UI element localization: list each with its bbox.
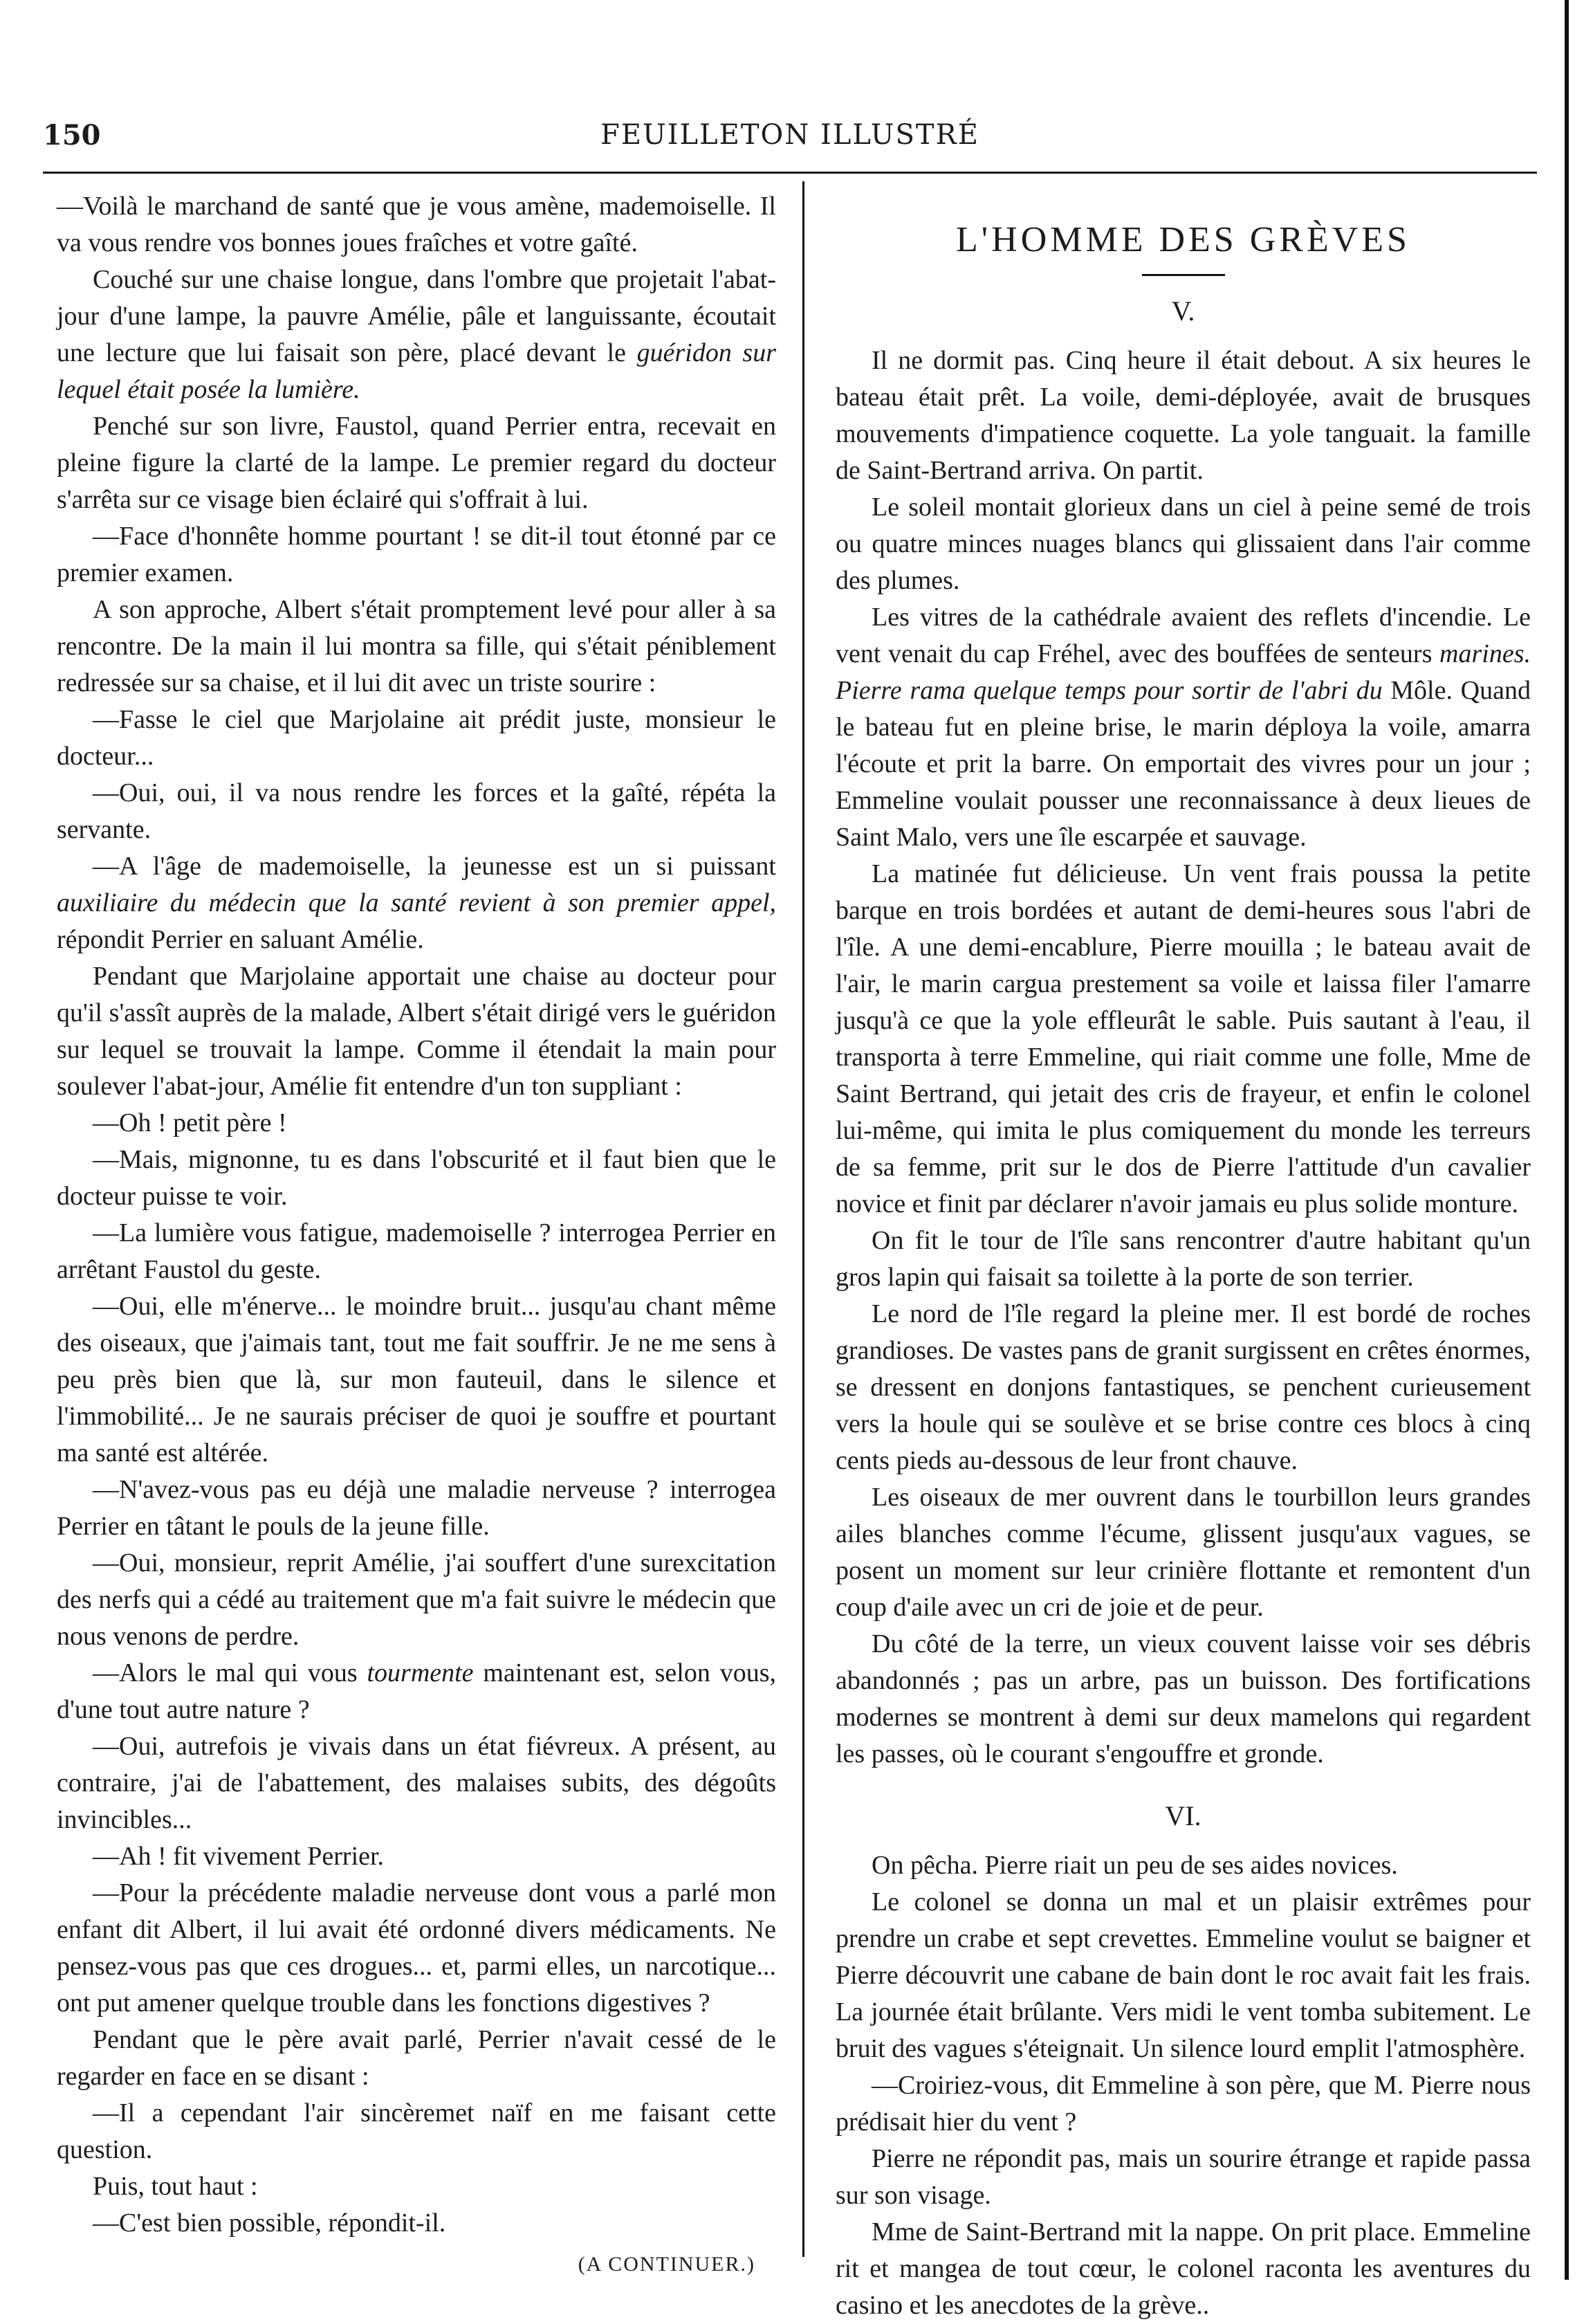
paragraph: —Alors le mal qui vous tourmente maintenant est, selon vous, d'une tout autre nature ?: [57, 1658, 776, 1724]
title-rule: [1142, 274, 1225, 276]
paragraph: —Oui, elle m'énerve... le moindre bruit... jusqu'au chant même des oiseaux, que j'aimais tant, tout me fait souffrir. Je ne me sens à peu près bien que là, sur mon fauteuil, dans le silence et l'immobilité... Je ne saurais préciser de quoi je souffre et pourtant ma santé est altérée.: [57, 1292, 776, 1467]
paragraph: Mme de Saint-Bertrand mit la nappe. On prit place. Emmeline rit et mangea de tout cœur, le colonel raconta les aventures du casino et les anecdotes de la grève..: [836, 2217, 1531, 2320]
paragraph: Puis, tout haut :: [93, 2172, 258, 2201]
paragraph: La matinée fut délicieuse. Un vent frais poussa la petite barque en trois bordées et autant de demi-heures sous l'abri de l'île. A une demi-encablure, Pierre mouilla ; le bateau avait de l'air, le marin cargua prestement sa voile et laissa filer l'amarre jusqu'à ce que la yole effleurât le sable. Puis sautant à l'eau, il transporta à terre Emmeline, qui riait comme une folle, Mme de Saint Bertrand, qui jetait des cris de frayeur, et enfin le colonel lui-même, qui imita le plus comiquement du monde les terreurs de sa femme, prit sur le dos de Pierre l'attitude d'un cavalier novice et finit par déclarer n'avoir jamais eu plus solide monture.: [836, 859, 1531, 1218]
paragraph: —Pour la précédente maladie nerveuse dont vous a parlé mon enfant dit Albert, il lui avait été ordonné divers médicaments. Ne pensez-vous pas que ces drogues... et, parmi elles, un narcotique... ont put amener quelque trouble dans les fonctions digestives ?: [57, 1878, 776, 2018]
paragraph: Le nord de l'île regard la pleine mer. Il est bordé de roches grandioses. De vastes pans de granit surgissent en crêtes énormes, se dressent en donjons fantastiques, se penchent curieusement vers la houle qui se soulève et se brise contre ces blocs à cinq cents pieds au-dessous de leur front chauve.: [836, 1299, 1531, 1475]
paragraph: Les oiseaux de mer ouvrent dans le tourbillon leurs grandes ailes blanches comme l'écume, glissent jusqu'aux vagues, se posent un moment sur leur crinière flottante et remontent d'un coup d'aile avec un cri de joie et de peur.: [836, 1483, 1531, 1622]
paragraph: —N'avez-vous pas eu déjà une maladie nerveuse ? interrogea Perrier en tâtant le pouls de la jeune fille.: [57, 1475, 776, 1541]
paragraph: —Voilà le marchand de santé que je vous amène, mademoiselle. Il va vous rendre vos bonnes joues fraîches et votre gaîté.: [57, 192, 776, 257]
paragraph: —Oh ! petit père !: [93, 1108, 287, 1137]
continuation-note: (A CONTINUER.): [578, 2253, 755, 2276]
paragraph: —La lumière vous fatigue, mademoiselle ? interrogea Perrier en arrêtant Faustol du geste.: [57, 1218, 776, 1284]
header-rule: [43, 172, 1537, 174]
paragraph: Le colonel se donna un mal et un plaisir extrêmes pour prendre un crabe et sept crevettes. Emmeline voulut se baigner et Pierre découvrit une cabane de bain dont le roc avait fait les frais. La journée était brûlante. Vers midi le vent tomba subitement. Le bruit des vagues s'éteignait. Un silence lourd emplit l'atmosphère.: [836, 1887, 1531, 2063]
paragraph: On fit le tour de l'île sans rencontrer d'autre habitant qu'un gros lapin qui faisait sa toilette à la porte de son terrier.: [836, 1226, 1531, 1292]
page-number: 150: [43, 119, 101, 152]
paragraph: —Oui, oui, il va nous rendre les forces et la gaîté, répéta la servante.: [57, 778, 776, 844]
paragraph: —Oui, autrefois je vivais dans un état fiévreux. A présent, au contraire, j'ai de l'abattement, des malaises subits, des dégoûts invincibles...: [57, 1732, 776, 1834]
left-column: [57, 188, 776, 2282]
paragraph: —Croiriez-vous, dit Emmeline à son père, que M. Pierre nous prédisait hier du vent ?: [836, 2071, 1531, 2137]
column-divider: [802, 181, 804, 2257]
paragraph: —Ah ! fit vivement Perrier.: [93, 1842, 385, 1871]
paragraph: Il ne dormit pas. Cinq heure il était debout. A six heures le bateau était prêt. La voile, demi-déployée, avait de brusques mouvements d'impatience coquette. La yole tanguait. la famille de Saint-Bertrand arriva. On partit.: [836, 346, 1531, 485]
paragraph: A son approche, Albert s'était promptement levé pour aller à sa rencontre. De la main il lui montra sa fille, qui s'était péniblement redressée sur sa chaise, et il lui dit avec un triste sourire :: [57, 595, 776, 697]
paragraph: —Il a cependant l'air sincèremet naïf en me faisant cette question.: [57, 2098, 776, 2164]
paragraph: Penché sur son livre, Faustol, quand Perrier entra, recevait en pleine figure la clarté de la lampe. Le premier regard du docteur s'arrêta sur ce visage bien éclairé qui s'offrait à lui.: [57, 412, 776, 514]
story-title: L'HOMME DES GRÈVES: [956, 220, 1410, 259]
paragraph: —C'est bien possible, répondit-il.: [93, 2208, 446, 2238]
chapter-heading-v: V.: [1171, 295, 1195, 327]
paragraph: Pendant que le père avait parlé, Perrier n'avait cessé de le regarder en face en se disant :: [57, 2025, 776, 2091]
paragraph: Pendant que Marjolaine apportait une chaise au docteur pour qu'il s'assît auprès de la malade, Albert s'était dirigé vers le guéridon sur lequel se trouvait la lampe. Comme il étendait la main pour soulever l'abat-jour, Amélie fit entendre d'un ton suppliant :: [57, 962, 776, 1101]
right-column: [836, 188, 1531, 2324]
paragraph: Pierre ne répondit pas, mais un sourire étrange et rapide passa sur son visage.: [836, 2144, 1531, 2210]
paragraph: —Face d'honnête homme pourtant ! se dit-il tout étonné par ce premier examen.: [57, 522, 776, 587]
page-edge-rule: [1565, 0, 1569, 2280]
paragraph: Couché sur une chaise longue, dans l'ombre que projetait l'abat-jour d'une lampe, la pauvre Amélie, pâle et languissante, écoutait une lecture que lui faisait son père, placé devant le guéridon sur lequel était posée la lumière.: [57, 265, 776, 404]
paragraph: On pêcha. Pierre riait un peu de ses aides novices.: [872, 1851, 1398, 1880]
running-title: FEUILLETON ILLUSTRÉ: [600, 119, 979, 151]
chapter-heading-vi: VI.: [1165, 1800, 1201, 1831]
paragraph: Les vitres de la cathédrale avaient des reflets d'incendie. Le vent venait du cap Fréhel, avec des bouffées de senteurs marines. Pierre rama quelque temps pour sortir de l'abri du Môle. Quand le bateau fut en pleine brise, le marin déploya la voile, amarra l'écoute et prit la barre. On emportait des vivres pour un jour ; Emmeline voulait pousser une reconnaissance à deux lieues de Saint Malo, vers une île escarpée et sauvage.: [836, 603, 1531, 852]
paragraph: Le soleil montait glorieux dans un ciel à peine semé de trois ou quatre minces nuages blancs qui glissaient dans l'air comme des plumes.: [836, 493, 1531, 595]
paragraph: Du côté de la terre, un vieux couvent laisse voir ses débris abandonnés ; pas un arbre, pas un buisson. Des fortifications modernes se montrent à demi sur deux mamelons qui regardent les passes, où le courant s'engouffre et gronde.: [836, 1629, 1531, 1768]
paragraph: —A l'âge de mademoiselle, la jeunesse est un si puissant auxiliaire du médecin que la santé revient à son premier appel, répondit Perrier en saluant Amélie.: [57, 852, 776, 954]
paragraph: —Fasse le ciel que Marjolaine ait prédit juste, monsieur le docteur...: [57, 705, 776, 771]
page-header: [43, 111, 1537, 166]
paragraph: —Mais, mignonne, tu es dans l'obscurité et il faut bien que le docteur puisse te voir.: [57, 1145, 776, 1211]
paragraph: —Oui, monsieur, reprit Amélie, j'ai souffert d'une surexcitation des nerfs qui a cédé au traitement que m'a fait suivre le médecin que nous venons de perdre.: [57, 1548, 776, 1651]
